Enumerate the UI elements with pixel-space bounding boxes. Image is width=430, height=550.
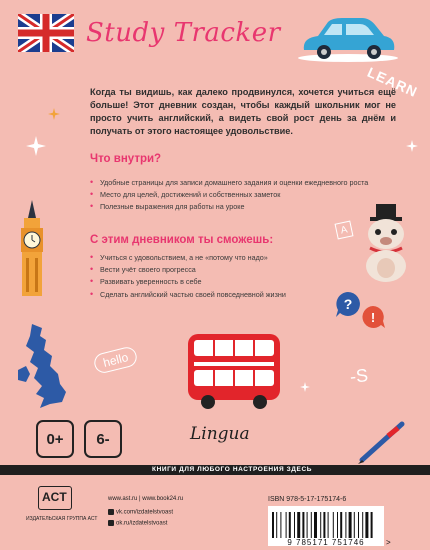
exclamation-bubble-icon: [360, 304, 386, 330]
list-item: • Полезные выражения для работы на уроке: [90, 202, 390, 211]
pen-icon: [358, 420, 408, 464]
section1-list: [90, 178, 390, 215]
list-item: • Сделать английский частью своей повседневной жизни: [90, 290, 390, 299]
barcode-suffix: >: [386, 538, 391, 547]
ast-logo: ACT: [38, 486, 72, 510]
list-item: • Удобные страницы для записи домашнего задания и оценки ежедневного роста: [90, 178, 390, 187]
letter-s-sticker: -S: [348, 365, 369, 387]
vk-icon: [108, 509, 114, 515]
ok-icon: [108, 520, 114, 526]
age-rating-badge: 6-: [84, 420, 122, 458]
car-icon: [296, 14, 400, 64]
question-bubble-icon: [334, 290, 362, 318]
list-item: • Учиться с удовольствием, а не «потому что надо»: [90, 253, 390, 262]
vk-link[interactable]: [108, 509, 173, 516]
isbn-label: ISBN 978-5-17-175174-6: [268, 496, 347, 503]
lingua-logo: Lingua: [190, 424, 250, 444]
section2-heading: С этим дневником ты сможешь:: [90, 234, 274, 246]
intro-text: Когда ты видишь, как далеко продвинулся, хочется учиться ещё больше! Этот дневник создан, чтобы каждый школьник мог не просто учить английский, а видеть свой рост день за днём и получать от этого настоящее удовольствие.: [90, 87, 396, 137]
age-rating-badge: 0+: [36, 420, 74, 458]
uk-map-icon: [14, 322, 70, 412]
section1-heading: Что внутри?: [90, 153, 162, 165]
list-item: • Место для целей, достижений и собственных заметок: [90, 190, 390, 199]
list-item: • Вести учёт своего прогресса: [90, 265, 390, 274]
big-ben-icon: [14, 200, 50, 296]
website-links[interactable]: www.ast.ru | www.book24.ru: [108, 496, 184, 502]
barcode-digits: 9 785171 751746: [287, 538, 365, 547]
slogan-text: КНИГИ ДЛЯ ЛЮБОГО НАСТРОЕНИЯ ЗДЕСЬ: [152, 466, 313, 473]
uk-flag-icon: [18, 14, 74, 52]
star-icon: [48, 108, 60, 120]
learn-sticker: LEARN: [365, 63, 421, 101]
ok-link-text: ok.ru/izdatelstvoast: [116, 520, 168, 527]
ok-link[interactable]: [108, 520, 167, 527]
page-title: Study Tracker: [86, 18, 281, 48]
publisher-name: ИЗДАТЕЛЬСКАЯ ГРУППА АСТ: [26, 516, 98, 522]
vk-link-text: vk.com/izdatelstvoast: [116, 509, 174, 516]
bus-icon: [186, 330, 282, 410]
letter-a-sticker: A: [335, 221, 354, 240]
bulldog-icon: [356, 204, 418, 282]
svg-text:!: !: [370, 310, 376, 325]
slogan-bar: [0, 465, 430, 475]
svg-text:?: ?: [343, 296, 353, 312]
hello-sticker: hello: [92, 345, 139, 375]
star-icon: [406, 140, 418, 152]
list-item: • Развивать уверенность в себе: [90, 277, 390, 286]
star-icon: [26, 136, 46, 156]
star-icon: [300, 382, 310, 392]
